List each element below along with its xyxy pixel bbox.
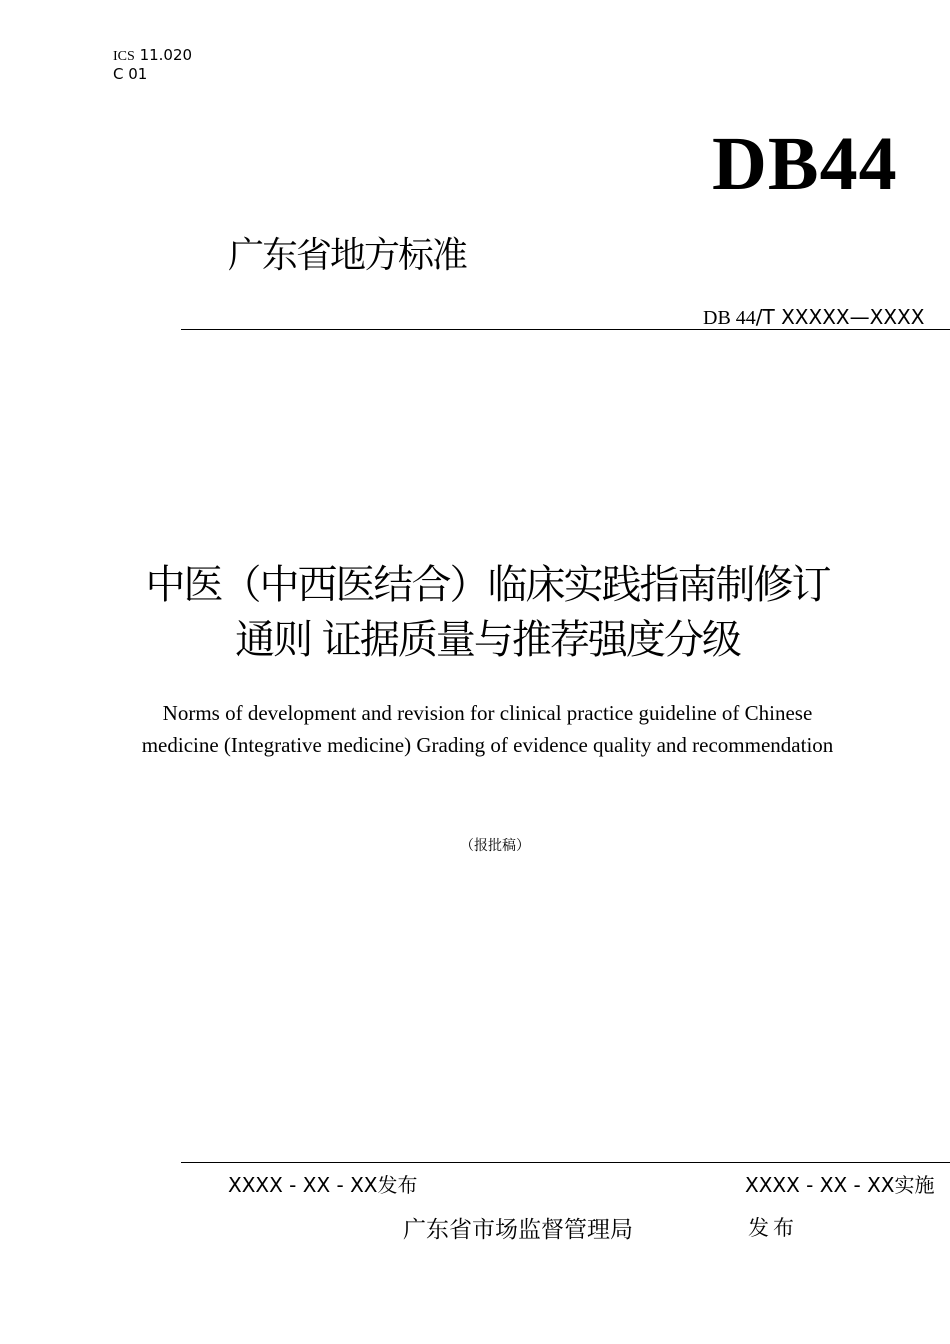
standard-mark: DB44 [712, 122, 898, 206]
bottom-divider [181, 1162, 950, 1163]
ics-code-line [113, 46, 192, 66]
implement-date: XXXX - XX - XX实施 [745, 1173, 935, 1197]
issue-word: 发布 [748, 1216, 798, 1240]
chinese-title-line-1: 中医（中西医结合）临床实践指南制修订 [145, 562, 830, 608]
publish-date: XXXX - XX - XX发布 [228, 1173, 418, 1197]
chinese-title-line-2: 通则 证据质量与推荐强度分级 [235, 617, 740, 663]
draft-status: （报批稿） [460, 838, 530, 854]
english-title [0, 697, 950, 761]
ics-code: 11.020 [139, 46, 193, 64]
standard-type: 广东省地方标准 [228, 235, 467, 276]
ics-label: ICS [113, 49, 135, 64]
ccs-code: C 01 [113, 65, 148, 83]
english-title-line-2: medicine (Integrative medicine) Grading of evidence quality and recommendation [141, 733, 834, 757]
standard-number-suffix: /T XXXXX—XXXX [755, 305, 925, 329]
standard-number [703, 305, 924, 330]
issuing-authority: 广东省市场监督管理局 [403, 1217, 633, 1243]
standard-number-prefix: DB 44 [703, 307, 756, 329]
english-title-line-1: Norms of development and revision for clinical practice guideline of Chinese [162, 701, 813, 725]
chinese-title [0, 558, 950, 668]
top-divider [181, 329, 950, 330]
